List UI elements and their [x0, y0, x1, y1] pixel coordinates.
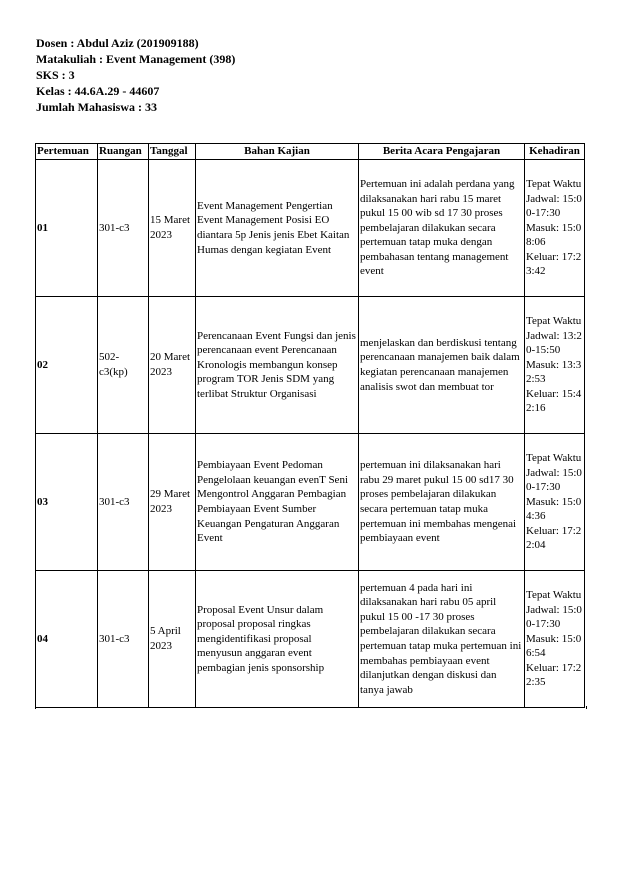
ruangan-cell: 301-c3: [98, 160, 149, 297]
attendance-check-in: Masuk: 13:32:53: [526, 358, 582, 386]
bahan-kajian-cell: Perencanaan Event Fungsi dan jenis perencanaan event Perencanaan Kronologis membangun konsep program TOR Jenis SDM yang terlibat Struktur Organisasi: [196, 297, 359, 434]
dosen-label: Dosen : Abdul Aziz (201909188): [36, 36, 199, 50]
col-kehadiran-header: Kehadiran: [525, 144, 585, 160]
col-tanggal-header: Tanggal: [149, 144, 196, 160]
col-bahan-header: Bahan Kajian: [196, 144, 359, 160]
pertemuan-cell: 03: [36, 434, 98, 571]
kehadiran-cell: [525, 571, 585, 708]
attendance-schedule: Jadwal: 15:00-17:30: [526, 466, 582, 494]
table-header-row: [36, 144, 585, 160]
attendance-check-in: Masuk: 15:06:54: [526, 632, 582, 660]
attendance-status: Tepat Waktu: [526, 177, 582, 190]
col-ruangan-header: Ruangan: [98, 144, 149, 160]
bahan-kajian-cell: Event Management Pengertian Event Management Posisi EO diantara 5p Jenis jenis Ebet Kaitan Humas dengan kegiatan Event: [196, 160, 359, 297]
pertemuan-cell: 01: [36, 160, 98, 297]
attendance-schedule: Jadwal: 13:20-15:50: [526, 329, 582, 357]
berita-acara-cell: Pertemuan ini adalah perdana yang dilaksanakan hari rabu 15 maret pukul 15 00 wib sd 17 30 proses pembelajaran dilakukan secara pertemuan tatap muka dengan pembahasan tentang management event: [359, 160, 525, 297]
kehadiran-cell: [525, 434, 585, 571]
table-continuation: [35, 706, 587, 709]
berita-acara-cell: pertemuan 4 pada hari ini dilaksanakan hari rabu 05 april pukul 15 00 -17 30 proses pembelajaran dilakukan secara pertemuan tatap muka pertemuan ini membahas pembiayaan event dilanjutkan dengan diskusi dan tanya jawab: [359, 571, 525, 708]
tanggal-cell: 29 Maret 2023: [149, 434, 196, 571]
col-pertemuan-header: Pertemuan: [36, 144, 98, 160]
attendance-status: Tepat Waktu: [526, 451, 582, 464]
attendance-check-out: Keluar: 17:22:04: [526, 524, 582, 552]
ruangan-cell: 301-c3: [98, 434, 149, 571]
table-row: [36, 297, 585, 434]
attendance-status: Tepat Waktu: [526, 588, 582, 601]
attendance-status: Tepat Waktu: [526, 314, 582, 327]
teaching-journal-table: [35, 143, 585, 708]
pertemuan-cell: 02: [36, 297, 98, 434]
attendance-check-in: Masuk: 15:08:06: [526, 221, 582, 249]
tanggal-cell: 20 Maret 2023: [149, 297, 196, 434]
attendance-check-out: Keluar: 17:23:42: [526, 250, 582, 278]
table-row: [36, 571, 585, 708]
attendance-check-in: Masuk: 15:04:36: [526, 495, 582, 523]
col-berita-header: Berita Acara Pengajaran: [359, 144, 525, 160]
tanggal-cell: 15 Maret 2023: [149, 160, 196, 297]
berita-acara-cell: pertemuan ini dilaksanakan hari rabu 29 maret pukul 15 00 sd17 30 proses pembelajaran dilakukan secara pertemuan tatap muka pertemuan ini membahas mengenai pembiayaan event: [359, 434, 525, 571]
ruangan-cell: 301-c3: [98, 571, 149, 708]
kelas-label: Kelas : 44.6A.29 - 44607: [36, 84, 160, 98]
tanggal-cell: 5 April 2023: [149, 571, 196, 708]
attendance-check-out: Keluar: 15:42:16: [526, 387, 582, 415]
table-row: [36, 160, 585, 297]
bahan-kajian-cell: Proposal Event Unsur dalam proposal proposal ringkas mengidentifikasi proposal menyusun anggaran event pembagian jenis sponsorship: [196, 571, 359, 708]
attendance-schedule: Jadwal: 15:00-17:30: [526, 603, 582, 631]
table-row: [36, 434, 585, 571]
kehadiran-cell: [525, 160, 585, 297]
matakuliah-label: Matakuliah : Event Management (398): [36, 52, 236, 66]
sks-label: SKS : 3: [36, 68, 75, 82]
pertemuan-cell: 04: [36, 571, 98, 708]
jumlah-mahasiswa-label: Jumlah Mahasiswa : 33: [36, 100, 158, 114]
ruangan-cell: 502-c3(kp): [98, 297, 149, 434]
attendance-schedule: Jadwal: 15:00-17:30: [526, 192, 582, 220]
lecturer-info: [36, 35, 235, 115]
bahan-kajian-cell: Pembiayaan Event Pedoman Pengelolaan keuangan evenT Seni Mengontrol Anggaran Pembagian Pembiayaan Event Sumber Keuangan Pengaturan Anggaran Event: [196, 434, 359, 571]
attendance-check-out: Keluar: 17:22:35: [526, 661, 582, 689]
berita-acara-cell: menjelaskan dan berdiskusi tentang perencanaan manajemen baik dalam kegiatan perencanaan manajemen analisis swot dan membuat tor: [359, 297, 525, 434]
kehadiran-cell: [525, 297, 585, 434]
